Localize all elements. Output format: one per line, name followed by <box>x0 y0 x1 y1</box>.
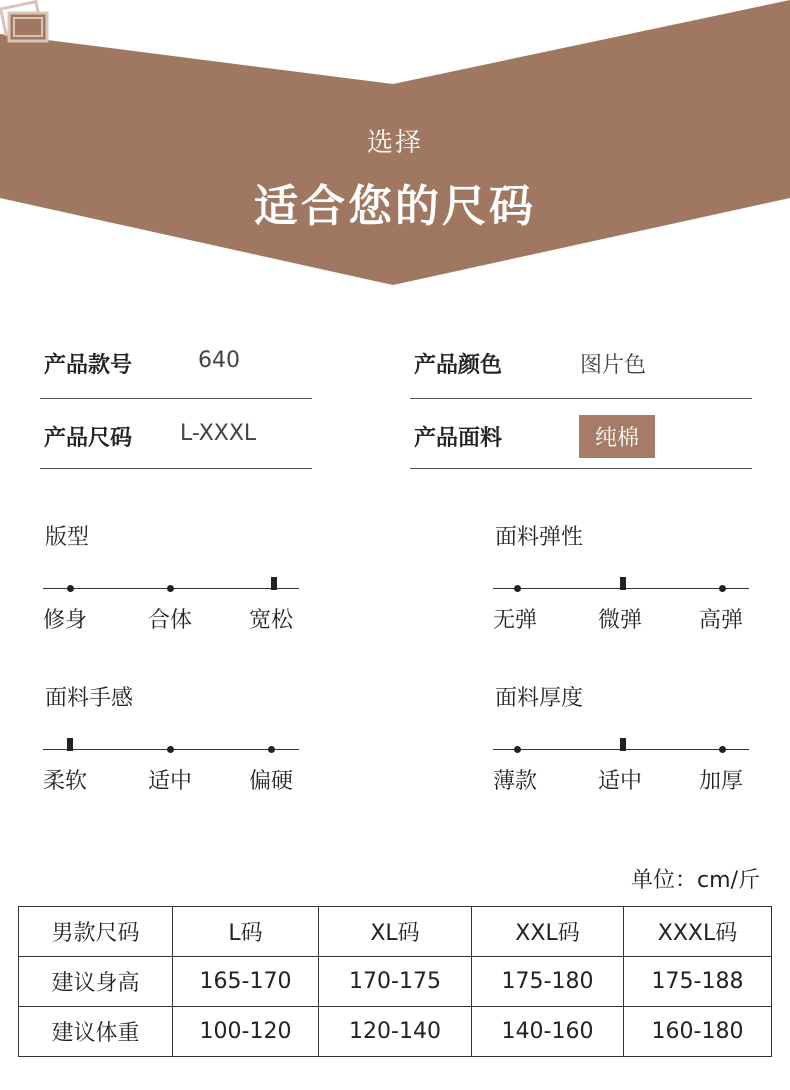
table-cell: 建议身高 <box>19 957 173 1007</box>
scale-dot <box>719 746 726 753</box>
divider <box>40 398 312 399</box>
scale-dot <box>67 585 74 592</box>
table-cell: 120-140 <box>319 1007 472 1057</box>
scale-option: 修身 <box>43 608 88 633</box>
scale-elasticity <box>493 520 749 660</box>
table-row <box>19 1007 772 1057</box>
table-row <box>19 957 772 1007</box>
scale-dot <box>167 746 174 753</box>
scale-title: 版型 <box>45 525 90 550</box>
product-model-value: 640 <box>198 348 240 373</box>
table-cell: 160-180 <box>624 1007 772 1057</box>
scale-dot <box>167 585 174 592</box>
scale-fit <box>43 520 299 660</box>
banner-subtitle: 选择 <box>366 128 423 158</box>
scale-dot <box>268 746 275 753</box>
product-size-row <box>40 421 312 451</box>
product-color-row <box>410 348 752 378</box>
unit-label: 单位：cm/斤 <box>631 868 760 893</box>
scale-option: 柔软 <box>43 769 88 794</box>
scale-selected-marker <box>620 738 626 751</box>
scale-hand-feel <box>43 681 299 821</box>
scale-option: 适中 <box>148 769 193 794</box>
product-color-label: 产品颜色 <box>414 353 503 378</box>
scale-dot <box>514 585 521 592</box>
scale-option: 加厚 <box>699 769 744 794</box>
scale-option: 偏硬 <box>249 769 294 794</box>
table-cell: 170-175 <box>319 957 472 1007</box>
scale-title: 面料厚度 <box>495 686 584 711</box>
table-cell: 175-188 <box>624 957 772 1007</box>
scale-selected-marker <box>67 738 73 751</box>
banner-title: 适合您的尺码 <box>254 181 536 232</box>
product-fabric-row <box>410 421 752 451</box>
scale-title: 面料弹性 <box>495 525 584 550</box>
product-color-value: 图片色 <box>580 353 647 378</box>
scale-selected-marker <box>271 577 277 590</box>
divider <box>410 398 752 399</box>
scale-dot <box>719 585 726 592</box>
photo-icon <box>0 0 50 44</box>
table-row <box>19 907 772 957</box>
table-cell: 175-180 <box>472 957 624 1007</box>
scale-option: 无弹 <box>493 608 538 633</box>
table-cell: 165-170 <box>173 957 319 1007</box>
product-size-value: L-XXXL <box>180 421 257 446</box>
table-cell: 男款尺码 <box>19 907 173 957</box>
scale-selected-marker <box>620 577 626 590</box>
scale-option: 宽松 <box>249 608 294 633</box>
product-size-label: 产品尺码 <box>44 426 133 451</box>
fabric-badge: 纯棉 <box>579 415 655 458</box>
scale-option: 合体 <box>148 608 193 633</box>
scale-title: 面料手感 <box>45 686 134 711</box>
divider <box>410 468 752 469</box>
header-banner <box>0 0 790 290</box>
scale-option: 微弹 <box>598 608 643 633</box>
scale-option: 薄款 <box>493 769 538 794</box>
table-cell: XXXL码 <box>624 907 772 957</box>
size-table <box>18 906 772 1057</box>
table-cell: L码 <box>173 907 319 957</box>
table-cell: 100-120 <box>173 1007 319 1057</box>
table-cell: XXL码 <box>472 907 624 957</box>
divider <box>40 468 312 469</box>
scale-dot <box>514 746 521 753</box>
scale-option: 适中 <box>598 769 643 794</box>
scale-thickness <box>493 681 749 821</box>
scale-option: 高弹 <box>699 608 744 633</box>
product-fabric-label: 产品面料 <box>414 426 503 451</box>
product-model-label: 产品款号 <box>44 353 133 378</box>
table-cell: XL码 <box>319 907 472 957</box>
table-cell: 建议体重 <box>19 1007 173 1057</box>
product-model-row <box>40 348 312 378</box>
table-cell: 140-160 <box>472 1007 624 1057</box>
